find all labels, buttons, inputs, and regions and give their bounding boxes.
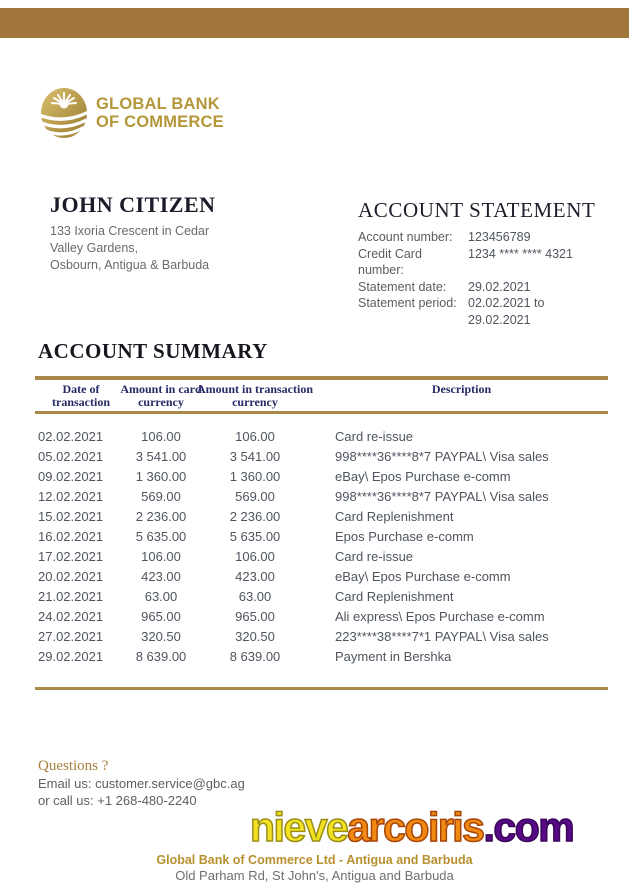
transaction-date: 09.02.2021 <box>38 468 104 484</box>
amount-card-currency: 63.00 <box>144 588 178 604</box>
amount-transaction-currency: 1 360.00 <box>229 468 281 484</box>
field-label: Account number: <box>358 230 453 244</box>
top-gold-bar <box>0 8 629 38</box>
amount-transaction-currency: 423.00 <box>235 568 275 584</box>
field-value: 1234 **** **** 4321 <box>468 246 573 261</box>
footer-bank-name: Global Bank of Commerce Ltd - Antigua and Barbuda <box>156 853 473 867</box>
amount-transaction-currency: 965.00 <box>235 608 275 624</box>
transaction-description: eBay\ Epos Purchase e-comm <box>335 468 511 484</box>
table-header <box>35 376 608 414</box>
statement-fields <box>358 229 608 328</box>
statement-field-account-number <box>358 229 608 246</box>
transaction-row <box>35 546 608 566</box>
amount-transaction-currency: 63.00 <box>238 588 272 604</box>
field-label: Statement date: <box>358 279 447 294</box>
amount-card-currency: 1 360.00 <box>135 468 187 484</box>
transaction-description: eBay\ Epos Purchase e-comm <box>335 568 511 584</box>
transaction-row <box>35 526 608 546</box>
transaction-description: Card re-issue <box>335 428 414 444</box>
transaction-description: Card re-issue <box>335 548 414 564</box>
transaction-row <box>35 446 608 466</box>
transactions-body <box>35 426 608 666</box>
bank-logo <box>40 87 224 139</box>
transaction-row <box>35 486 608 506</box>
statement-field-date <box>358 279 608 296</box>
amount-card-currency: 3 541.00 <box>135 448 187 464</box>
transaction-date: 12.02.2021 <box>38 488 104 504</box>
bank-name-line1: GLOBAL BANK <box>96 95 220 113</box>
statement-title: ACCOUNT STATEMENT <box>358 198 596 222</box>
transaction-row <box>35 506 608 526</box>
field-value: 02.02.2021 to 29.02.2021 <box>468 296 545 327</box>
transaction-row <box>35 466 608 486</box>
questions-title: Questions ? <box>38 758 109 774</box>
amount-card-currency: 423.00 <box>141 568 181 584</box>
footer <box>0 852 629 884</box>
transaction-row <box>35 626 608 646</box>
amount-card-currency: 106.00 <box>141 428 181 444</box>
col-header-amount-transaction: Amount in transaction currency <box>196 382 313 409</box>
amount-transaction-currency: 5 635.00 <box>229 528 281 544</box>
transaction-description: Payment in Bershka <box>335 648 452 664</box>
address-line: Osbourn, Antigua & Barbuda <box>50 258 210 272</box>
customer-name: JOHN CITIZEN <box>50 192 216 217</box>
questions-block <box>38 758 245 809</box>
amount-transaction-currency: 106.00 <box>235 428 275 444</box>
transaction-row <box>35 586 608 606</box>
transaction-description: Ali express\ Epos Purchase e-comm <box>335 608 545 624</box>
summary-title: ACCOUNT SUMMARY <box>38 339 268 363</box>
transaction-date: 24.02.2021 <box>38 608 104 624</box>
field-label: Statement period: <box>358 296 457 310</box>
transaction-date: 17.02.2021 <box>38 548 104 564</box>
amount-card-currency: 320.50 <box>141 628 181 644</box>
address-line: 133 Ixoria Crescent in Cedar <box>50 224 210 238</box>
customer-block <box>50 192 216 274</box>
amount-transaction-currency: 8 639.00 <box>229 648 281 664</box>
field-label: Credit Card number: <box>358 246 422 277</box>
amount-card-currency: 8 639.00 <box>135 648 187 664</box>
col-header-description: Description <box>431 382 492 396</box>
bank-logo-text <box>96 95 224 131</box>
questions-phone: or call us: +1 268-480-2240 <box>38 793 197 808</box>
transaction-description: Card Replenishment <box>335 588 454 604</box>
account-statement-block <box>358 198 608 328</box>
transaction-date: 15.02.2021 <box>38 508 104 524</box>
address-line: Valley Gardens, <box>50 241 139 255</box>
table-bottom-rule <box>35 687 608 690</box>
col-header-date: Date of transaction <box>52 382 110 409</box>
amount-card-currency: 965.00 <box>141 608 181 624</box>
transaction-date: 02.02.2021 <box>38 428 104 444</box>
field-value: 123456789 <box>468 230 531 244</box>
amount-transaction-currency: 320.50 <box>235 628 275 644</box>
transaction-row <box>35 646 608 666</box>
amount-card-currency: 2 236.00 <box>135 508 187 524</box>
statement-field-period <box>358 295 608 328</box>
watermark-part1: nieve <box>250 804 348 850</box>
amount-card-currency: 5 635.00 <box>135 528 187 544</box>
transaction-description: Card Replenishment <box>335 508 454 524</box>
amount-transaction-currency: 569.00 <box>235 488 275 504</box>
transaction-date: 27.02.2021 <box>38 628 104 644</box>
bank-name-line2: OF COMMERCE <box>96 113 224 131</box>
amount-transaction-currency: 3 541.00 <box>229 448 281 464</box>
transaction-description: Epos Purchase e-comm <box>335 528 474 544</box>
transaction-description: 998****36****8*7 PAYPAL\ Visa sales <box>335 488 549 504</box>
watermark-part3: .com <box>483 804 574 850</box>
transaction-date: 21.02.2021 <box>38 588 104 604</box>
amount-transaction-currency: 2 236.00 <box>229 508 281 524</box>
transaction-date: 16.02.2021 <box>38 528 104 544</box>
footer-bank-address: Old Parham Rd, St John's, Antigua and Barbuda <box>175 868 454 883</box>
transaction-description: 223****38****7*1 PAYPAL\ Visa sales <box>335 628 549 644</box>
amount-card-currency: 106.00 <box>141 548 181 564</box>
customer-address <box>50 223 216 274</box>
statement-field-card-number <box>358 246 608 279</box>
field-value: 29.02.2021 <box>468 279 531 294</box>
amount-transaction-currency: 106.00 <box>235 548 275 564</box>
watermark-part2: arcoiris <box>347 804 484 850</box>
globe-sun-icon <box>40 87 88 139</box>
transactions-table <box>35 376 608 666</box>
transaction-description: 998****36****8*7 PAYPAL\ Visa sales <box>335 448 549 464</box>
site-watermark <box>250 805 573 849</box>
col-header-amount-card: Amount in card currency <box>120 382 202 409</box>
transaction-date: 05.02.2021 <box>38 448 104 464</box>
transaction-date: 20.02.2021 <box>38 568 104 584</box>
transaction-row <box>35 606 608 626</box>
transaction-row <box>35 566 608 586</box>
transaction-date: 29.02.2021 <box>38 648 104 664</box>
questions-email: Email us: customer.service@gbc.ag <box>38 776 245 791</box>
transaction-row <box>35 426 608 446</box>
amount-card-currency: 569.00 <box>141 488 181 504</box>
